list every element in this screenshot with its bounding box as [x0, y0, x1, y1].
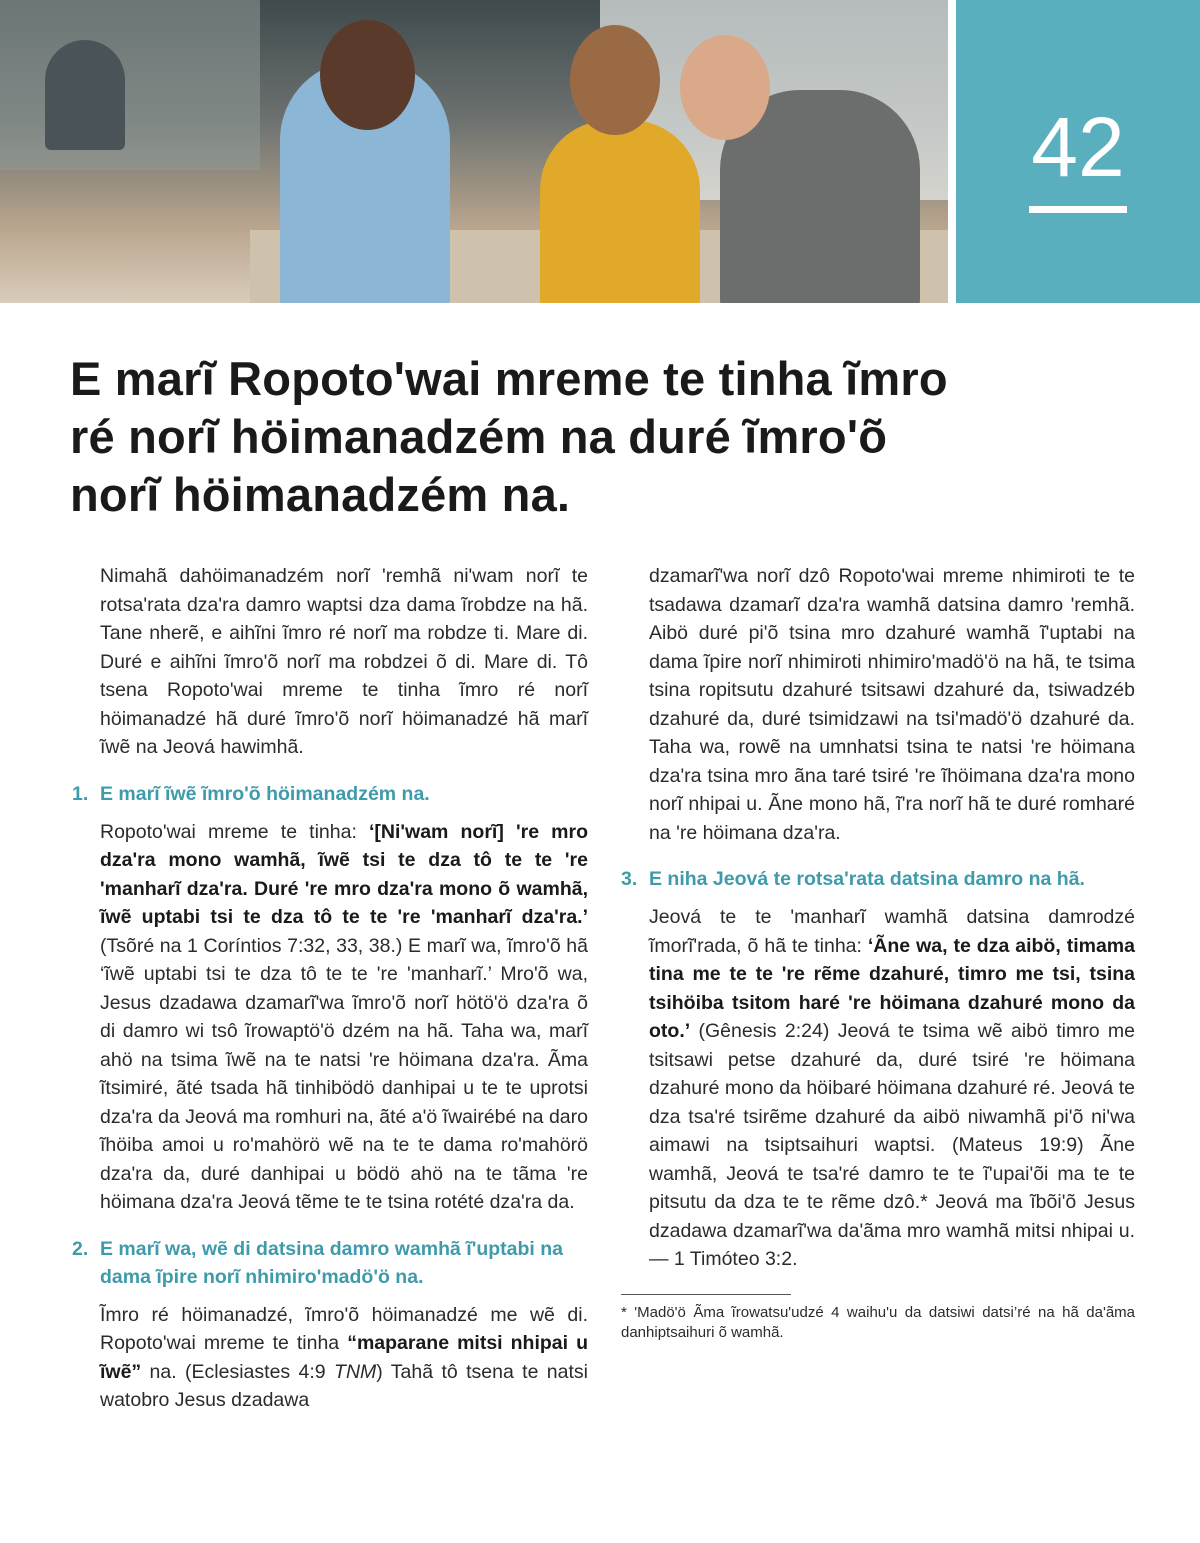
question-heading: E niha Jeová te rotsa'rata datsina damro na hã. — [649, 868, 1085, 890]
question-3 — [621, 865, 1135, 893]
section-2-paragraph-start — [72, 1301, 588, 1415]
section-2-ref: TNM — [334, 1360, 377, 1383]
woman-center — [540, 120, 700, 303]
section-2-text-b: na. (Eclesiastes 4:9 — [141, 1360, 335, 1383]
footnote-divider — [621, 1294, 791, 1295]
section-1-text-b: (Tsõré na 1 Coríntios 7:32, 33, 38.) E marĩ wa, ĩmro'õ hã ‘ĩwẽ uptabi tsi te dza tô te te 're 'manharĩ.’ Mro'õ wa, Jesus dzadawa dzamarĩ'wa ĩmro'õ norĩ hötö'ö dza'ra õ di damro wi tsô ĩrowaptö'ö dzém na hã. Taha wa, marĩ ahö na tsima ĩwẽ na te natsi 're höimana dza'ra. Ãma ĩtsimiré, ãté tsada hã tinhibödö danhipai u te te uprotsi dza'ra da Jeová ma romhuri na, ãté a'ö ĩwairébé na daro ĩhöiba amoi u ro'mahörö wẽ na te te dama ro'mahörö dza'ra da, duré danhipai u bödö ahö na te tãma 're höimana dza'ra Jeová tẽme te te tsina rotété dza'ra da. — [100, 934, 588, 1213]
question-2 — [72, 1235, 588, 1291]
section-1-paragraph — [72, 818, 588, 1217]
left-column — [72, 562, 588, 1415]
section-3-text-a: Jeová te te 'manharĩ wamhã datsina damrodzé ĩmorĩ'rada, õ hã te tinha: — [649, 906, 1135, 957]
question-number: 3. — [621, 868, 638, 890]
right-column — [621, 562, 1135, 1343]
question-number: 1. — [72, 782, 89, 805]
question-1 — [72, 780, 588, 808]
hero-photo — [0, 0, 948, 303]
background-person — [45, 40, 125, 150]
lesson-number-underline — [1029, 206, 1127, 213]
section-2-paragraph-cont: dzamarĩ'wa norĩ dzô Ropoto'wai mreme nhimiroti te te tsadawa dzamarĩ dza'ra wamhã datsina damro 'remhã. Aibö duré pi'õ tsina mro dzahuré wamhã ĩ'uptabi na dama ĩpire norĩ nhimiroti nhimiro'madö'ö na hã, te tsima tsina ropitsutu dzahuré tsitsawi dzahuré da, tsiwadzéb dzahuré da, duré tsimidzawi na tsi'madö'ö dzahuré da. Taha wa, rowẽ na umnhatsi tsina te natsi 're höimana dza'ra tsina mro ãna taré tsiré 're ĩhöimana dza'ra mono norĩ nhipai u. Ãne mono hã, ĩ'ra norĩ hã te duré romharé na 're höimana dza'ra. — [649, 565, 1135, 844]
lesson-number: 42 — [1031, 100, 1125, 194]
section-3-paragraph — [621, 903, 1135, 1274]
page-title: E marĩ Ropoto'wai mreme te tinha ĩmro ré norĩ höimanadzém na duré ĩmro'õ norĩ höimanadzém na. — [70, 352, 948, 521]
lesson-number-tab — [956, 0, 1200, 303]
section-3-text-b: (Gênesis 2:24) Jeová te tsima wẽ aibö timro me tsitsawi petse dzahuré da, duré tsiré 're höimana dzahuré mono da höibaré höimana dzahuré ré. Jeová te dza tsa'ré tsirẽme dzahuré da aibö niwamhã pi'õ ni'wa aimawi na tsiptsaihuri waptsi. (Mateus 19:9) Ãne wamhã, Jeová te tsa'ré damro te te ĩ'upai'õi ma te te pitsutu da dza te te rẽme dzô.* Jeová ma ĩbõi'õ Jesus dzadawa dzamarĩ'wa da'ãma mro wamhã mitsi nhipai u. — 1 Timóteo 3:2. — [649, 1020, 1135, 1270]
woman-center-head — [570, 25, 660, 135]
question-number: 2. — [72, 1237, 89, 1260]
question-heading: E marĩ wa, wẽ di datsina damro wamhã ĩ'uptabi na dama ĩpire norĩ nhimiro'madö'ö na. — [100, 1237, 564, 1288]
section-3-quote: ‘Ãne wa, te dza aibö, timama tina me te te 're rẽme dzahuré, timro me tsi, tsina tsihöiba tsitom haré 're höimana dzahuré mono da oto.’ — [649, 934, 1135, 1042]
question-heading: E marĩ ĩwẽ ĩmro'õ höimanadzém na. — [100, 782, 430, 805]
man-right-head — [680, 35, 770, 140]
section-2-quote: “maparane mitsi nhipai u ĩwẽ” — [100, 1332, 588, 1383]
woman-left-head — [320, 20, 415, 130]
window-left — [0, 0, 260, 170]
section-2-text-a: Ĩmro ré höimanadzé, ĩmro'õ höimanadzé me wẽ di. Ropoto'wai mreme te tinha — [100, 1303, 588, 1354]
section-1-quote: ‘[Ni'wam norĩ] 're mro dza'ra mono wamhã, ĩwẽ tsi te dza tô te te 're 'manharĩ dza'ra. Duré 're mro dza'ra mono õ wamhã, ĩwẽ uptabi tsi te dza tô te te 're 'manharĩ dza'ra.’ — [100, 820, 589, 928]
intro-paragraph: Nimahã dahöimanadzém norĩ 'remhã ni'wam norĩ te rotsa'rata dza'ra damro waptsi dza dama ĩrobdze na hã. Tane nherẽ, e aihĩni ĩmro ré norĩ ma robdze ti. Mare di. Duré e aihĩni ĩmro'õ norĩ ma robdzei õ di. Mare di. Tô tsena Ropoto'wai mreme te tinha ĩmro ré norĩ höimanadzé hã duré ĩmro'õ norĩ höimanadzé hã marĩ ĩwẽ na Jeová hawimhã. — [100, 565, 588, 758]
section-1-text-a: Ropoto'wai mreme te tinha: — [100, 820, 369, 843]
section-2-text-c: ) Tahã tô tsena te natsi watobro Jesus dzadawa — [100, 1360, 588, 1411]
footnote: * 'Madö'ö Ãma ĩrowatsu'udzé 4 waihu'u da datsiwi datsi’ré na hã da'ãma danhiptsaihuri õ wamhã. — [621, 1303, 1135, 1341]
